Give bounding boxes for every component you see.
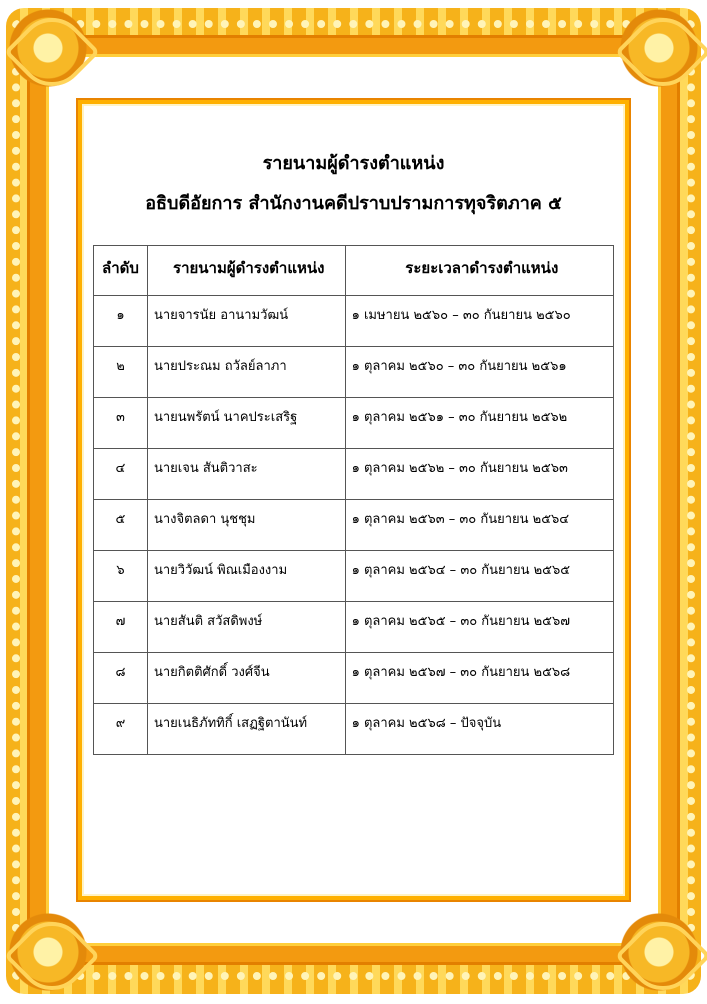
header-term: ระยะเวลาดำรงตำแหน่ง xyxy=(345,246,613,296)
row-name: นางจิตลดา นุชชุม xyxy=(147,500,345,551)
table-row xyxy=(94,551,614,602)
table-row xyxy=(94,602,614,653)
table-row xyxy=(94,449,614,500)
table-row xyxy=(94,500,614,551)
row-name: นายกิตติศักดิ์ วงศ์จีน xyxy=(147,653,345,704)
row-name: นายประณม ถวัลย์ลาภา xyxy=(147,347,345,398)
table-row xyxy=(94,296,614,347)
row-term: ๑ ตุลาคม ๒๕๖๘ – ปัจจุบัน xyxy=(345,704,613,755)
row-order: ๘ xyxy=(94,653,148,704)
row-name: นายวิวัฒน์ พิณเมืองงาม xyxy=(147,551,345,602)
page-subtitle: อธิบดีอัยการ สำนักงานคดีปราบปรามการทุจริตภาค ๕ xyxy=(145,193,562,214)
row-name: นายเนธิภัททิกิ์ เสฏฐิตานันท์ xyxy=(147,704,345,755)
ornament-corner-top-right-icon xyxy=(611,0,707,96)
row-order: ๙ xyxy=(94,704,148,755)
row-name: นายจารนัย อานามวัฒน์ xyxy=(147,296,345,347)
roster-table xyxy=(93,245,614,755)
row-name: นายนพรัตน์ นาคประเสริฐ xyxy=(147,398,345,449)
table-header-row xyxy=(94,246,614,296)
row-order: ๖ xyxy=(94,551,148,602)
row-term: ๑ ตุลาคม ๒๕๖๑ – ๓๐ กันยายน ๒๕๖๒ xyxy=(345,398,613,449)
row-name: นายเจน สันติวาสะ xyxy=(147,449,345,500)
row-order: ๓ xyxy=(94,398,148,449)
table-row xyxy=(94,398,614,449)
table-row xyxy=(94,704,614,755)
row-name: นายสันติ สวัสดิพงษ์ xyxy=(147,602,345,653)
row-term: ๑ ตุลาคม ๒๕๖๒ – ๓๐ กันยายน ๒๕๖๓ xyxy=(345,449,613,500)
row-order: ๕ xyxy=(94,500,148,551)
row-term: ๑ ตุลาคม ๒๕๖๗ – ๓๐ กันยายน ๒๕๖๘ xyxy=(345,653,613,704)
page-title: รายนามผู้ดำรงตำแหน่ง xyxy=(262,153,445,174)
header-name: รายนามผู้ดำรงตำแหน่ง xyxy=(147,246,345,296)
row-term: ๑ ตุลาคม ๒๕๖๓ – ๓๐ กันยายน ๒๕๖๔ xyxy=(345,500,613,551)
table-row xyxy=(94,347,614,398)
row-order: ๗ xyxy=(94,602,148,653)
row-term: ๑ ตุลาคม ๒๕๖๐ – ๓๐ กันยายน ๒๕๖๑ xyxy=(345,347,613,398)
ornament-corner-bottom-left-icon xyxy=(0,904,96,1000)
header-order: ลำดับ xyxy=(94,246,148,296)
row-term: ๑ เมษายน ๒๕๖๐ – ๓๐ กันยายน ๒๕๖๐ xyxy=(345,296,613,347)
row-term: ๑ ตุลาคม ๒๕๖๔ – ๓๐ กันยายน ๒๕๖๕ xyxy=(345,551,613,602)
ornament-corner-top-left-icon xyxy=(0,0,96,96)
row-order: ๑ xyxy=(94,296,148,347)
row-order: ๒ xyxy=(94,347,148,398)
table-row xyxy=(94,653,614,704)
row-term: ๑ ตุลาคม ๒๕๖๕ – ๓๐ กันยายน ๒๕๖๗ xyxy=(345,602,613,653)
row-order: ๔ xyxy=(94,449,148,500)
ornament-corner-bottom-right-icon xyxy=(611,904,707,1000)
